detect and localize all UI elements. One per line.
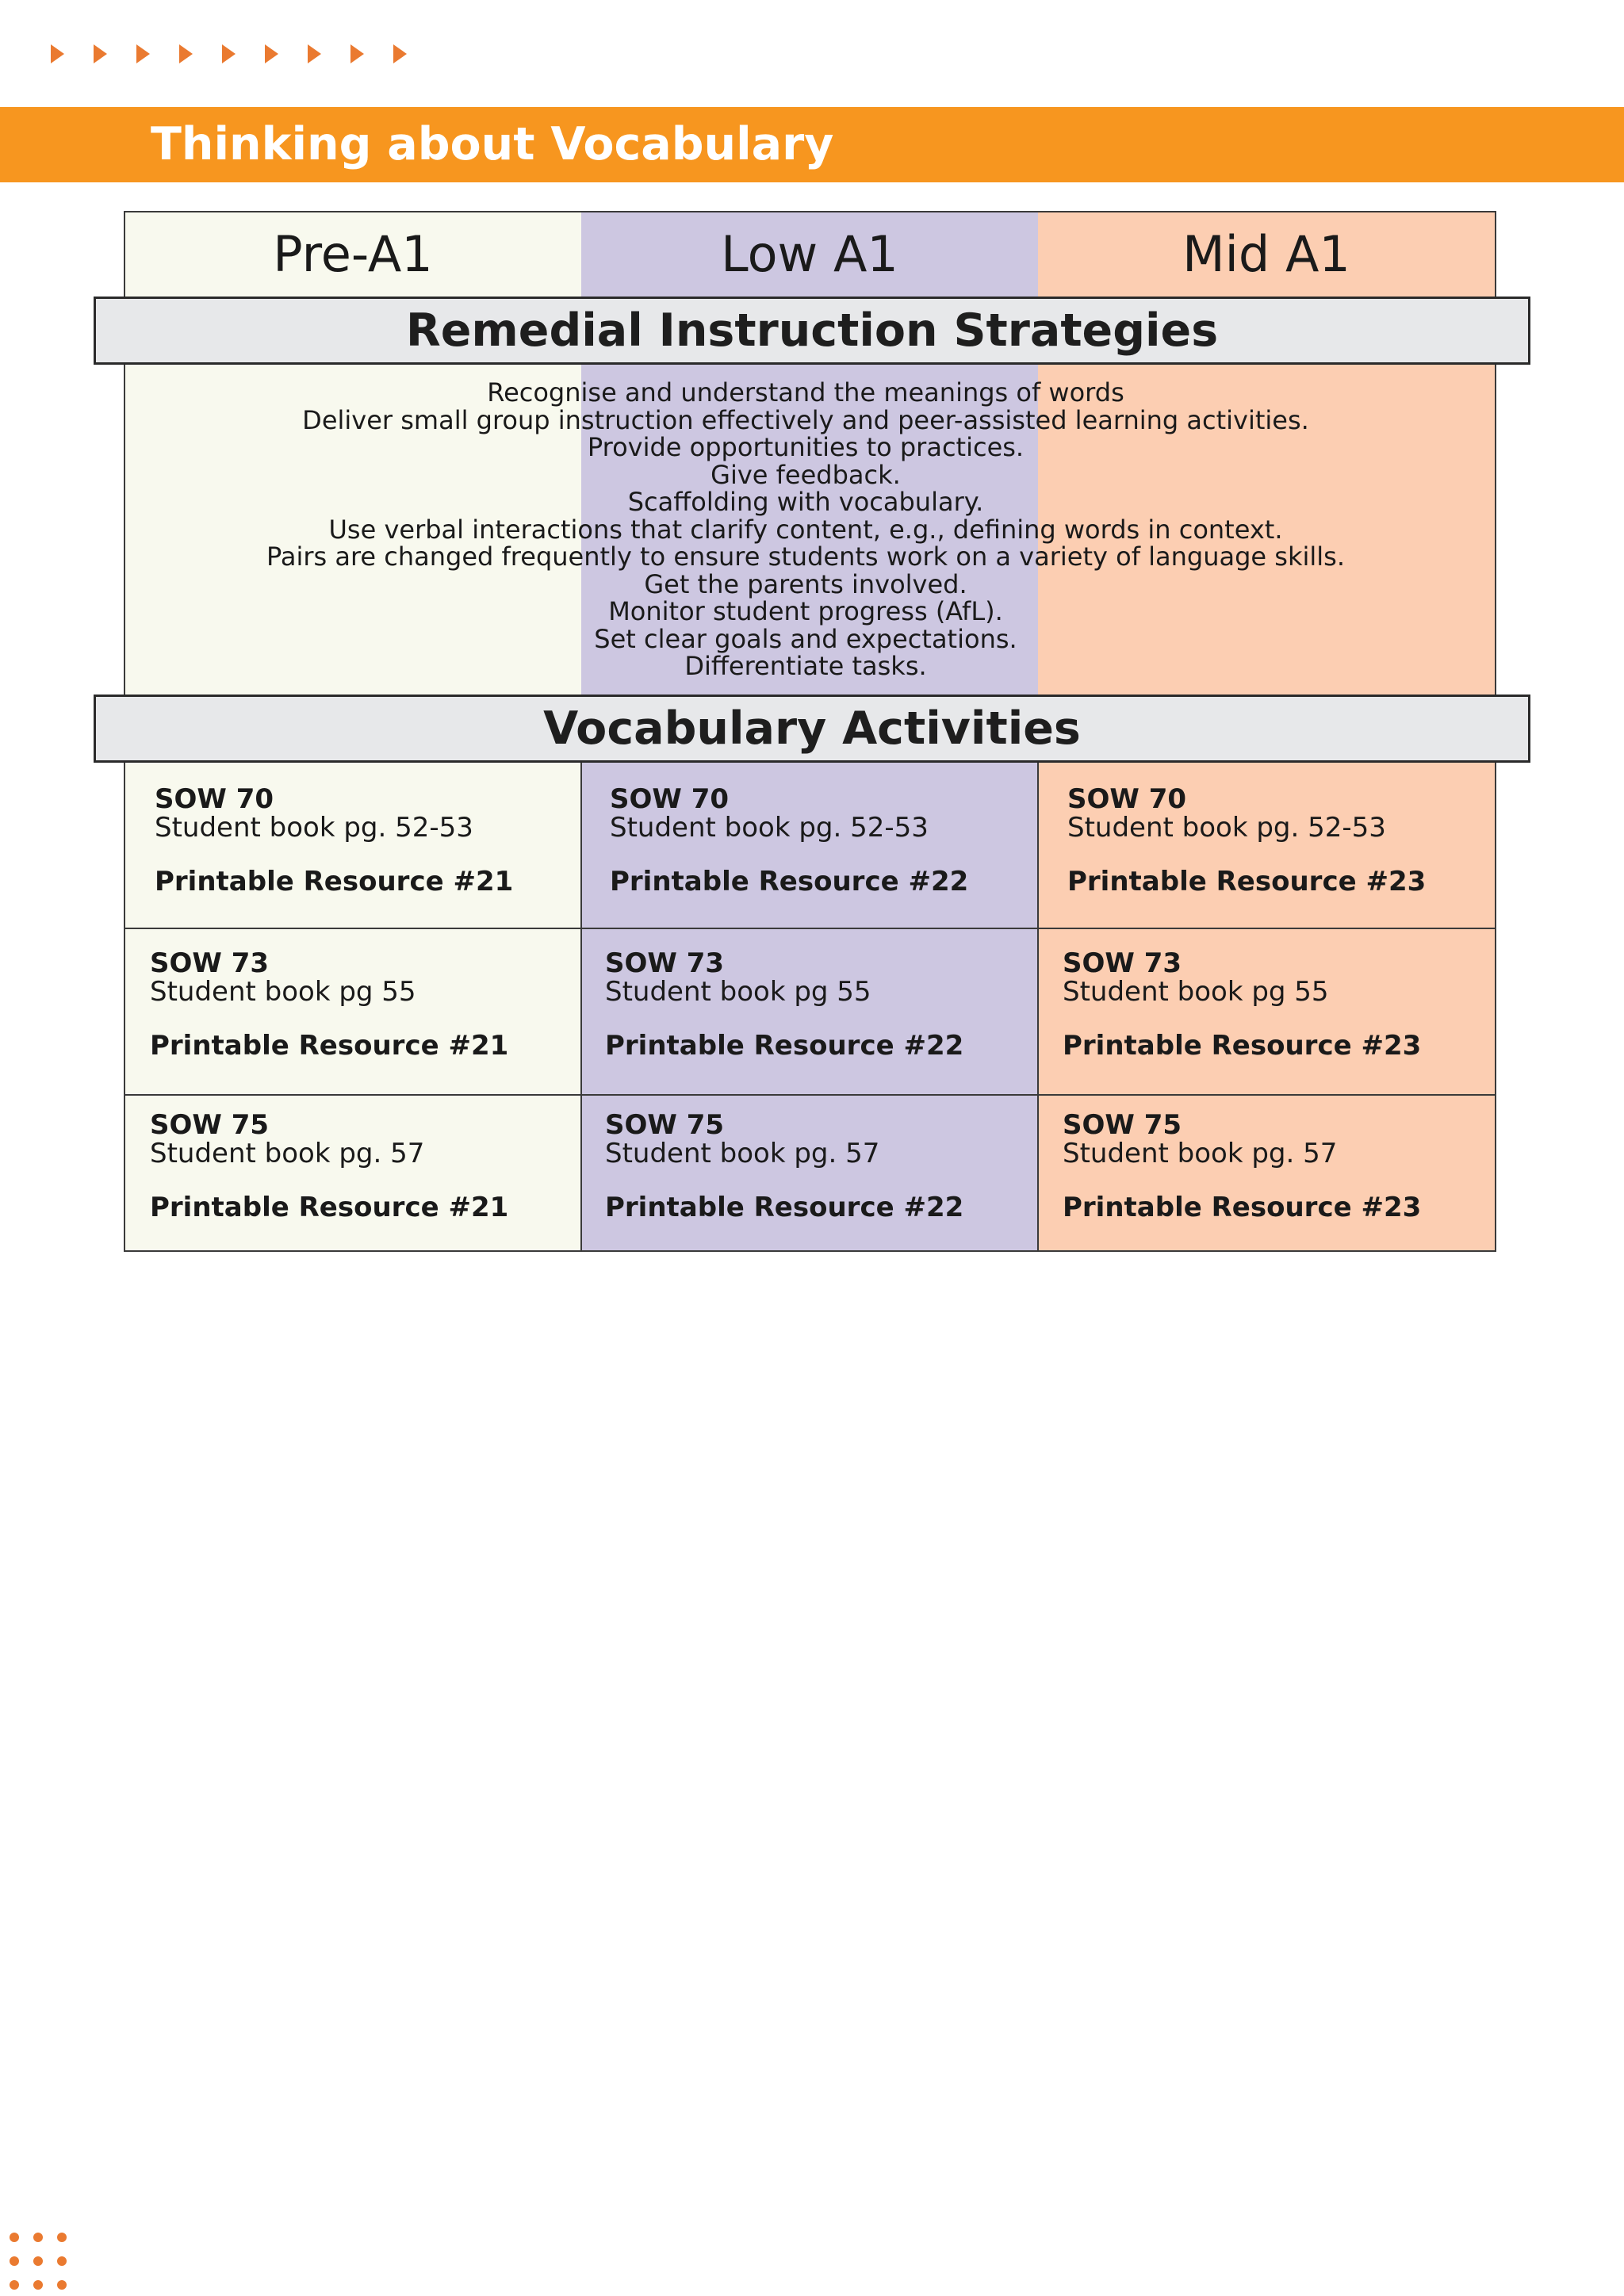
- activity-cell-low-a1: [605, 949, 963, 1060]
- strategies-list: [125, 379, 1486, 680]
- printable-resource: Printable Resource #22: [605, 1030, 964, 1062]
- printable-resource: Printable Resource #23: [1063, 1030, 1422, 1062]
- activity-cell-pre-a1: [155, 785, 513, 896]
- student-book-reference: Student book pg. 52-53: [610, 812, 929, 844]
- strategy-item: Pairs are changed frequently to ensure students work on a variety of language skills.: [266, 541, 1345, 572]
- printable-resource: Printable Resource #23: [1067, 866, 1427, 897]
- sow-label: SOW 70: [610, 783, 730, 815]
- student-book-reference: Student book pg. 57: [1063, 1138, 1338, 1169]
- printable-resource: Printable Resource #23: [1063, 1192, 1422, 1223]
- sow-label: SOW 73: [150, 947, 270, 979]
- triangle-right-icon: [179, 44, 193, 63]
- strategy-item: Provide opportunities to practices.: [587, 432, 1025, 462]
- sow-label: SOW 73: [605, 947, 725, 979]
- triangle-right-icon: [94, 44, 107, 63]
- row-divider: [124, 928, 1496, 929]
- strategy-item: Differentiate tasks.: [684, 651, 927, 681]
- triangle-right-icon: [265, 44, 278, 63]
- sow-label: SOW 75: [605, 1109, 725, 1141]
- vocabulary-activities-heading: Vocabulary Activities: [94, 695, 1530, 763]
- activity-cell-pre-a1: [150, 949, 508, 1060]
- triangle-right-icon: [350, 44, 364, 63]
- triangle-right-icon: [51, 44, 64, 63]
- column-divider: [580, 763, 582, 1251]
- remedial-strategies-heading: Remedial Instruction Strategies: [94, 297, 1530, 365]
- sow-label: SOW 73: [1063, 947, 1182, 979]
- sow-label: SOW 70: [1067, 783, 1187, 815]
- page-title: Thinking about Vocabulary: [151, 118, 834, 170]
- activity-cell-mid-a1: [1063, 1111, 1421, 1222]
- level-heading-low-a1: Low A1: [721, 225, 898, 283]
- strategy-item: Set clear goals and expectations.: [594, 623, 1017, 654]
- triangle-right-icon: [393, 44, 407, 63]
- strategy-item: Give feedback.: [710, 459, 901, 490]
- printable-resource: Printable Resource #21: [150, 1192, 509, 1223]
- printable-resource: Printable Resource #22: [610, 866, 969, 897]
- sow-label: SOW 75: [1063, 1109, 1182, 1141]
- triangle-right-icon: [222, 44, 236, 63]
- activity-cell-mid-a1: [1067, 785, 1426, 896]
- student-book-reference: Student book pg. 52-53: [1067, 812, 1386, 844]
- strategy-item: Use verbal interactions that clarify content, e.g., defining words in context.: [328, 514, 1283, 545]
- printable-resource: Printable Resource #22: [605, 1192, 964, 1223]
- strategy-item: Monitor student progress (AfL).: [608, 596, 1003, 626]
- student-book-reference: Student book pg 55: [150, 976, 416, 1008]
- strategy-item: Deliver small group instruction effectively and peer-assisted learning activities.: [302, 404, 1309, 435]
- sow-label: SOW 75: [150, 1109, 270, 1141]
- student-book-reference: Student book pg. 57: [150, 1138, 425, 1169]
- strategy-item: Recognise and understand the meanings of words: [487, 377, 1124, 408]
- triangle-right-icon: [136, 44, 150, 63]
- level-heading-pre-a1: Pre-A1: [273, 225, 433, 283]
- student-book-reference: Student book pg 55: [605, 976, 871, 1008]
- student-book-reference: Student book pg 55: [1063, 976, 1329, 1008]
- activity-cell-low-a1: [610, 785, 968, 896]
- triangle-right-icon: [308, 44, 321, 63]
- student-book-reference: Student book pg. 52-53: [155, 812, 473, 844]
- level-heading-mid-a1: Mid A1: [1182, 225, 1350, 283]
- sow-label: SOW 70: [155, 783, 274, 815]
- printable-resource: Printable Resource #21: [150, 1030, 509, 1062]
- activity-cell-mid-a1: [1063, 949, 1421, 1060]
- strategy-item: Get the parents involved.: [644, 568, 967, 599]
- activity-cell-low-a1: [605, 1111, 963, 1222]
- activity-cell-pre-a1: [150, 1111, 508, 1222]
- title-bar: [0, 107, 1624, 182]
- student-book-reference: Student book pg. 57: [605, 1138, 880, 1169]
- strategy-item: Scaffolding with vocabulary.: [627, 487, 984, 517]
- column-divider: [1037, 763, 1039, 1251]
- row-divider: [124, 1094, 1496, 1096]
- printable-resource: Printable Resource #21: [155, 866, 514, 897]
